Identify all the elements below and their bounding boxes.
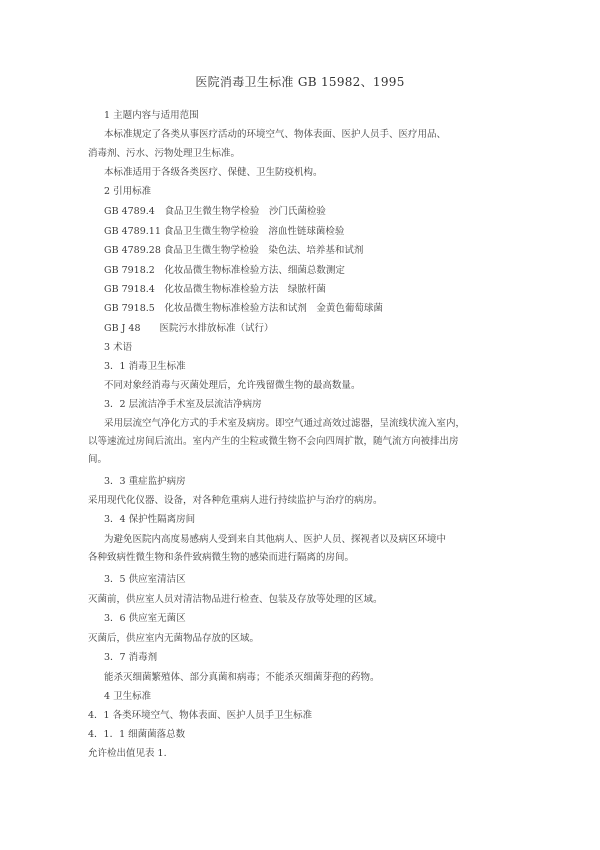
subsection-heading: 3．6 供应室无菌区 — [104, 613, 186, 624]
paragraph-line: 采用层流空气净化方式的手术室及病房。即空气通过高效过滤器，呈流线状流入室内， — [104, 418, 466, 429]
reference-line: GB J 48 医院污水排放标准（试行） — [104, 323, 274, 334]
paragraph-line: 能杀灭细菌繁殖体、部分真菌和病毒；不能杀灭细菌芽孢的药物。 — [104, 672, 380, 683]
subsection-heading: 4．1 各类环境空气、物体表面、医护人员手卫生标准 — [88, 710, 313, 721]
subsection-heading: 3．7 消毒剂 — [104, 652, 158, 663]
paragraph-line: 灭菌后，供应室内无菌物品存放的区域。 — [88, 633, 260, 644]
subsection-heading: 3．3 重症监护病房 — [104, 476, 186, 487]
paragraph-line: 灭菌前，供应室人员对清洁物品进行检查、包装及存放等处理的区域。 — [88, 594, 383, 605]
subsection-heading: 3．5 供应室清洁区 — [104, 574, 186, 585]
subsection-heading: 4．1．1 细菌菌落总数 — [88, 729, 186, 740]
paragraph-line: 为避免医院内高度易感病人受到来自其他病人、医护人员、探视者以及病区环境中 — [104, 534, 447, 545]
paragraph-line: 允许检出值见表 1. — [88, 748, 167, 759]
reference-line: GB 4789.11 食品卫生微生物学检验 溶血性链球菌检验 — [104, 226, 345, 237]
section-heading: 3 术语 — [104, 342, 133, 353]
paragraph-line: 以等速流过房间后流出。室内产生的尘粒或微生物不会向四周扩散，随气流方向被排出房 — [88, 436, 459, 447]
paragraph-line: 不同对象经消毒与灭菌处理后，允许残留微生物的最高数量。 — [104, 380, 361, 391]
paragraph-line: 采用现代化仪器、设备，对各种危重病人进行持续监护与治疗的病房。 — [88, 495, 383, 506]
section-heading: 1 主题内容与适用范围 — [104, 110, 199, 121]
paragraph-line: 消毒剂、污水、污物处理卫生标准。 — [88, 148, 241, 159]
reference-line: GB 4789.4 食品卫生微生物学检验 沙门氏菌检验 — [104, 206, 326, 217]
reference-line: GB 4789.28 食品卫生微生物学检验 染色法、培养基和试剂 — [104, 245, 364, 256]
paragraph-line: 间。 — [88, 454, 108, 465]
reference-line: GB 7918.5 化妆品微生物标准检验方法和试剂 金黄色葡萄球菌 — [104, 303, 383, 314]
subsection-heading: 3．4 保护性隔离房间 — [104, 514, 196, 525]
paragraph-line: 本标准规定了各类从事医疗活动的环境空气、物体表面、医护人员手、医疗用品、 — [104, 129, 447, 140]
paragraph-line: 各种致病性微生物和条件致病微生物的感染而进行隔离的房间。 — [88, 552, 355, 563]
document-title: 医院消毒卫生标准 GB 15982、1995 — [195, 75, 405, 89]
section-heading: 4 卫生标准 — [104, 691, 152, 702]
subsection-heading: 3．2 层流洁净手术室及层流洁净病房 — [104, 399, 262, 410]
paragraph-line: 本标准适用于各级各类医疗、保健、卫生防疫机构。 — [104, 167, 323, 178]
subsection-heading: 3．1 消毒卫生标准 — [104, 361, 186, 372]
section-heading: 2 引用标准 — [104, 186, 152, 197]
reference-line: GB 7918.2 化妆品微生物标准检验方法、细菌总数测定 — [104, 265, 345, 276]
reference-line: GB 7918.4 化妆品微生物标准检验方法 绿脓杆菌 — [104, 284, 326, 295]
